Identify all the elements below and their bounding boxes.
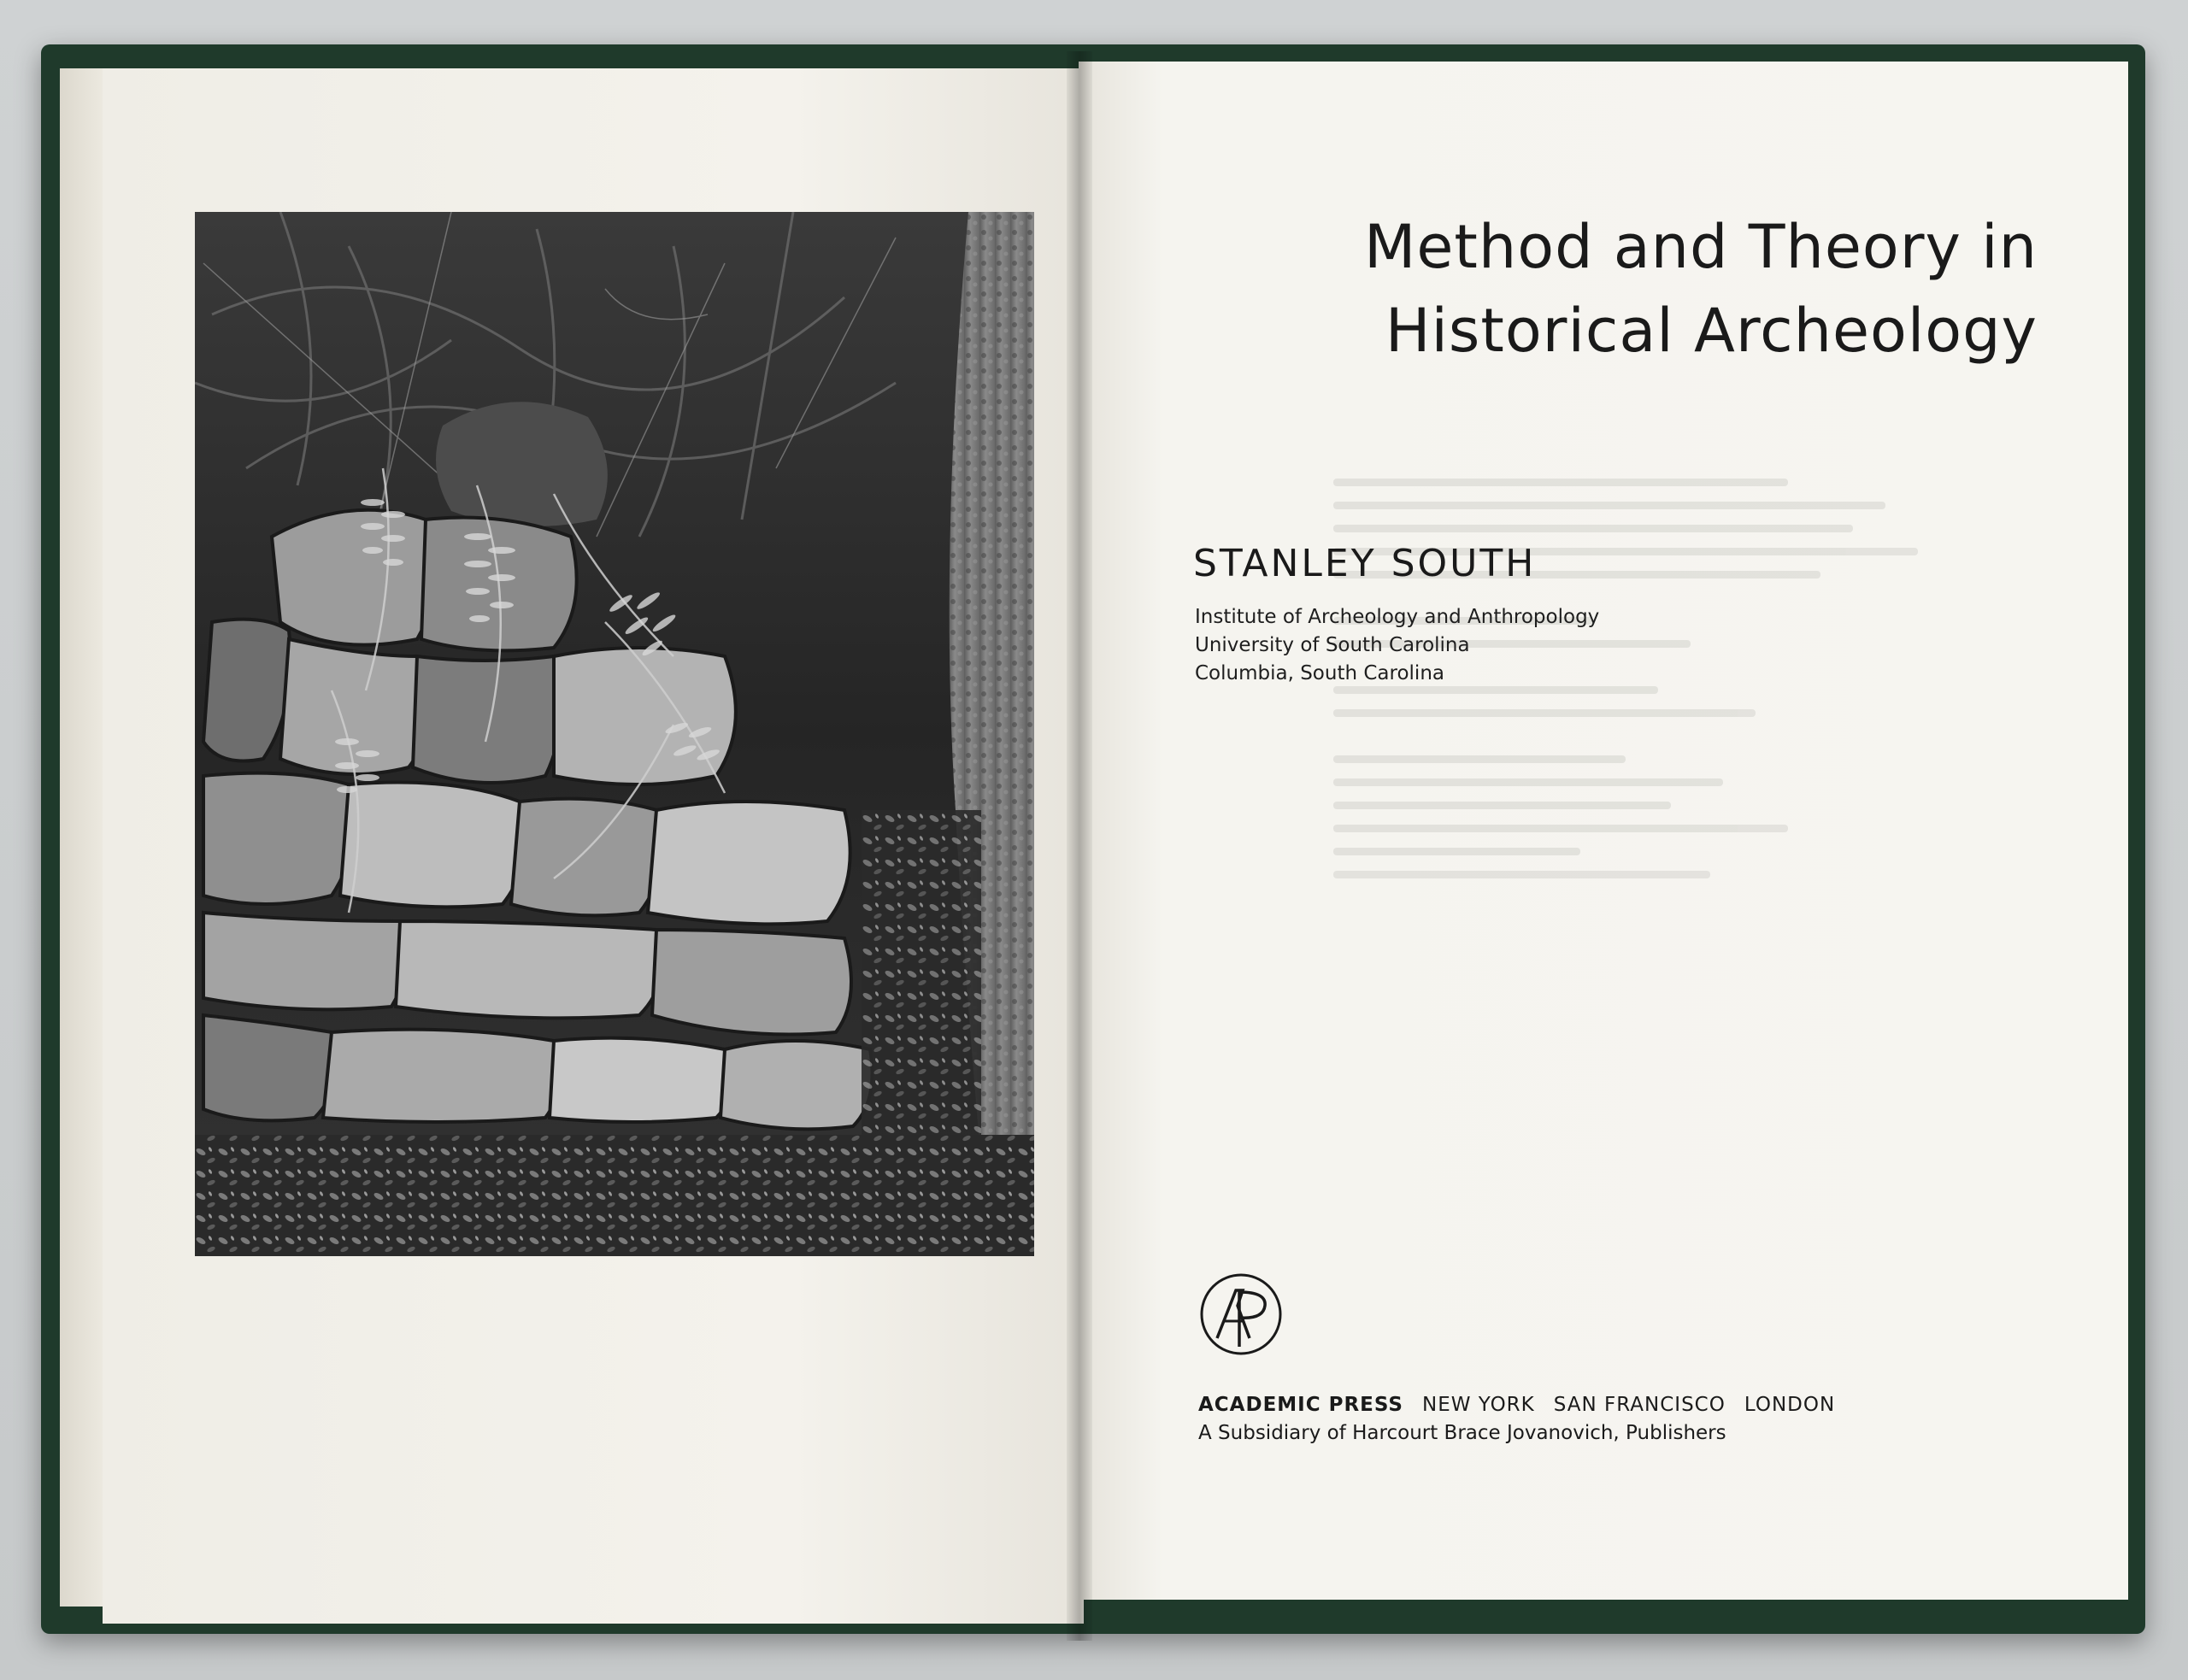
publisher-city: LONDON: [1744, 1394, 1836, 1416]
publisher-imprint: [1198, 1391, 1854, 1448]
title-line-2: Historical Archeology: [1385, 296, 2038, 366]
publisher-line: [1198, 1391, 1854, 1419]
stone-wall-with-ferns-photo-icon: [195, 212, 1034, 1256]
publisher-subsidiary: A Subsidiary of Harcourt Brace Jovanovich, Publishers: [1198, 1422, 1726, 1444]
author-name: STANLEY SOUTH: [1193, 542, 1537, 585]
affiliation-line: Columbia, South Carolina: [1195, 662, 1444, 684]
affiliation-line: University of South Carolina: [1195, 634, 1470, 656]
publisher-city: SAN FRANCISCO: [1553, 1394, 1726, 1416]
book-gutter: [1067, 51, 1092, 1641]
title-line-1: Method and Theory in: [1363, 212, 2038, 282]
author-affiliation: [1195, 603, 1599, 688]
frontispiece-photo: [195, 212, 1034, 1256]
publisher-city: NEW YORK: [1422, 1394, 1535, 1416]
book-title: [1097, 205, 2038, 373]
affiliation-line: Institute of Archeology and Anthropology: [1195, 606, 1600, 628]
publisher-name: ACADEMIC PRESS: [1198, 1394, 1403, 1416]
academic-press-ap-logo-icon: [1198, 1272, 1284, 1357]
